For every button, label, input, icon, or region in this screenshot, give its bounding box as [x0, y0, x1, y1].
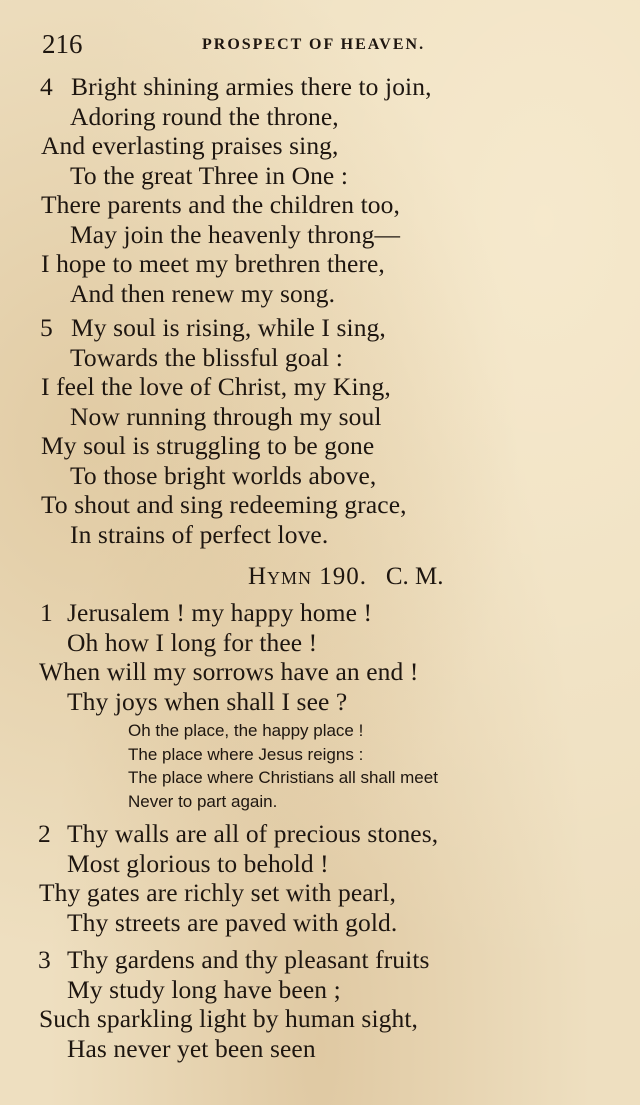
verse-line: To shout and sing redeeming grace,	[41, 490, 407, 519]
chorus-line: The place where Jesus reigns :	[128, 744, 364, 764]
verse-line: 5 My soul is rising, while I sing,	[40, 313, 386, 342]
hymn-stanza-2	[0, 819, 640, 937]
verse-line: May join the heavenly throng—	[70, 219, 401, 249]
hymn-meter: C. M.	[385, 563, 444, 590]
verse-line: Oh how I long for thee !	[67, 627, 318, 657]
page-header	[42, 26, 502, 62]
verse-line: Adoring round the throne,	[70, 101, 339, 131]
chorus-line: The place where Christians all shall meet	[128, 768, 438, 787]
hymn-heading	[248, 562, 443, 592]
stanza-number: 2	[38, 819, 51, 848]
running-head: PROSPECT OF HEAVEN.	[202, 36, 426, 53]
verse-line: Such sparkling light by human sight,	[39, 1004, 419, 1033]
hymn-stanza-1	[0, 598, 640, 716]
verse-line: My soul is struggling to be gone	[41, 431, 375, 460]
verse-line: 4 Bright shining armies there to join,	[40, 72, 432, 101]
chorus	[128, 719, 608, 813]
verse-line: Thy joys when shall I see ?	[67, 686, 348, 716]
page-number: 216	[42, 29, 83, 59]
verse-line: There parents and the children too,	[41, 190, 400, 219]
chorus-line: Never to part again.	[128, 791, 278, 811]
verse-line: And everlasting praises sing,	[41, 131, 339, 160]
stanza-4	[0, 72, 640, 308]
verse-line: My study long have been ;	[67, 974, 341, 1004]
verse-line: 1 Jerusalem ! my happy home !	[40, 598, 373, 627]
stanza-number: 5	[40, 313, 53, 342]
stanza-number: 4	[40, 72, 53, 101]
verse-line: And then renew my song.	[70, 278, 336, 308]
verse-line: I hope to meet my brethren there,	[41, 249, 385, 278]
verse-line: To those bright worlds above,	[70, 460, 377, 490]
verse-line: 2 Thy walls are all of precious stones,	[38, 819, 439, 848]
verse-line: Now running through my soul	[70, 401, 382, 431]
verse-line: Most glorious to behold !	[67, 848, 329, 878]
hymn-number: Hymn 190.	[248, 563, 368, 590]
verse-line: Towards the blissful goal :	[70, 342, 343, 372]
verse-line: Thy streets are paved with gold.	[67, 907, 398, 937]
verse-line: 3 Thy gardens and thy pleasant fruits	[38, 945, 430, 974]
chorus-line: Oh the place, the happy place !	[128, 721, 364, 740]
stanza-5	[0, 313, 640, 549]
verse-line: When will my sorrows have an end !	[39, 657, 419, 686]
verse-line: Thy gates are richly set with pearl,	[39, 878, 396, 907]
stanza-number: 1	[40, 598, 53, 627]
verse-line: In strains of perfect love.	[70, 519, 329, 549]
hymn-stanza-3	[0, 945, 640, 1063]
stanza-number: 3	[38, 945, 51, 974]
verse-line: Has never yet been seen	[67, 1033, 316, 1063]
verse-line: To the great Three in One :	[70, 160, 349, 190]
verse-line: I feel the love of Christ, my King,	[41, 372, 391, 401]
